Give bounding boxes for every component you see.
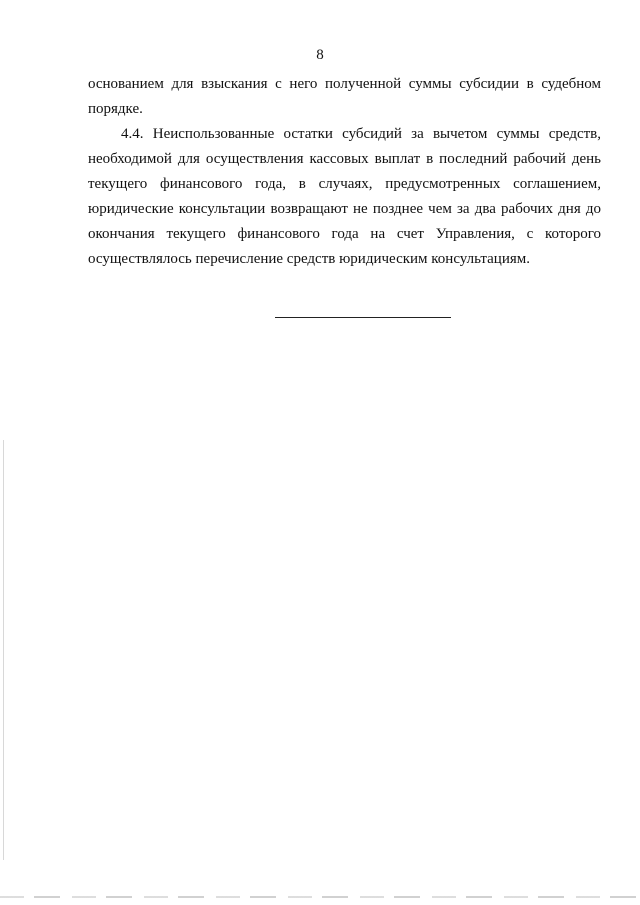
page-number: 8 bbox=[316, 47, 324, 63]
text-line: порядке. bbox=[88, 101, 143, 117]
scan-edge-mark bbox=[3, 440, 4, 860]
text-line: окончания текущего финансового года на счет Управления, с которого bbox=[88, 226, 601, 242]
text-line: юридические консультации возвращают не позднее чем за два рабочих дня до bbox=[88, 201, 601, 217]
document-body bbox=[88, 72, 601, 272]
end-of-document-separator bbox=[275, 317, 451, 318]
text-line: основанием для взыскания с него полученной суммы субсидии в судебном bbox=[88, 76, 601, 92]
text-line: текущего финансового года, в случаях, предусмотренных соглашением, bbox=[88, 176, 601, 192]
text-line: осуществлялось перечисление средств юридическим консультациям. bbox=[88, 251, 530, 267]
text-line: необходимой для осуществления кассовых выплат в последний рабочий день bbox=[88, 151, 601, 167]
paragraph-4-4-first-line: 4.4. Неиспользованные остатки субсидий за вычетом суммы средств, bbox=[121, 126, 601, 142]
scan-edge-mark bbox=[0, 896, 640, 898]
